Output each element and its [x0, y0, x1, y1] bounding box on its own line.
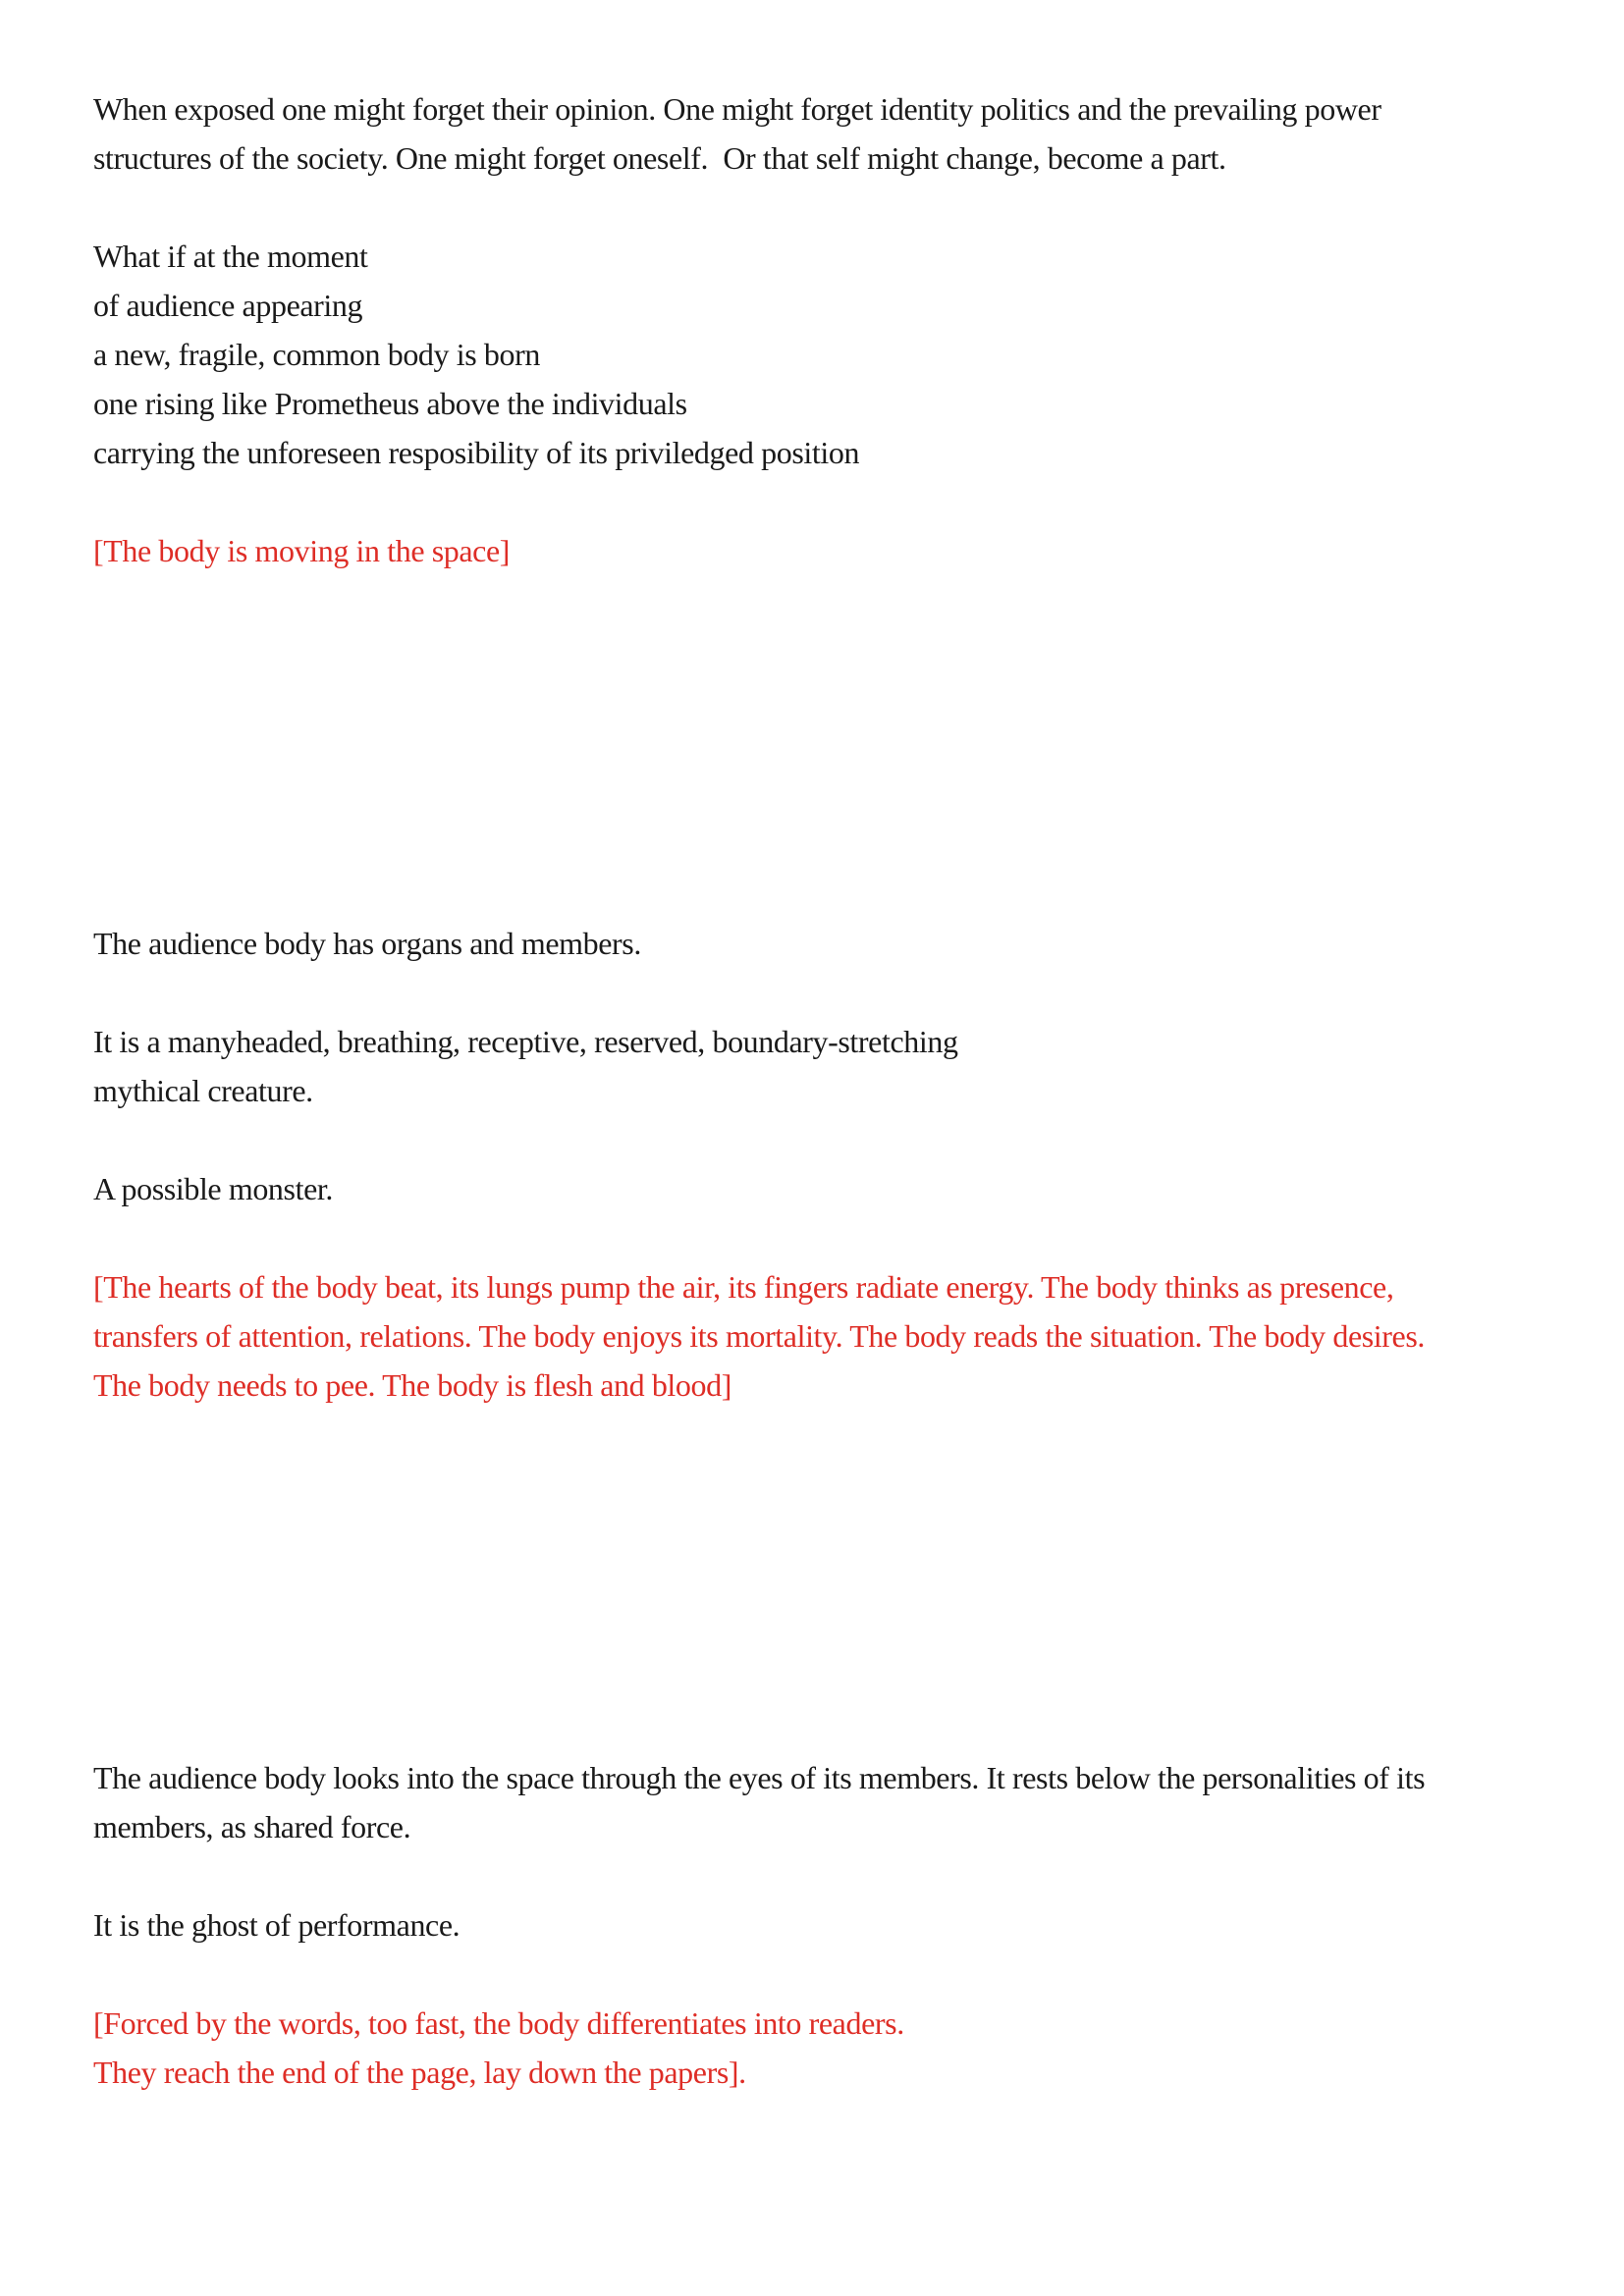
text-line: It is the ghost of performance.	[93, 1907, 460, 1943]
text-line: When exposed one might forget their opinion. One might forget identity politics and the prevailing power	[93, 91, 1381, 127]
text-line: The audience body has organs and members.	[93, 926, 641, 961]
paragraph-audience-looks	[93, 1753, 1425, 1851]
text-line: [Forced by the words, too fast, the body differentiates into readers.	[93, 2005, 904, 2041]
text-line: [The hearts of the body beat, its lungs pump the air, its fingers radiate energy. The body thinks as presence,	[93, 1269, 1394, 1305]
text-line: The body needs to pee. The body is flesh and blood]	[93, 1367, 731, 1403]
paragraph-possible-monster	[93, 1164, 333, 1213]
text-line: one rising like Prometheus above the individuals	[93, 386, 687, 421]
text-line: of audience appearing	[93, 288, 363, 323]
stage-direction-forced-readers	[93, 1999, 904, 2097]
text-line: a new, fragile, common body is born	[93, 337, 540, 372]
text-line: It is a manyheaded, breathing, receptive, reserved, boundary-stretching	[93, 1024, 958, 1059]
text-line: transfers of attention, relations. The body enjoys its mortality. The body reads the situation. The body desires.	[93, 1318, 1426, 1354]
text-line: A possible monster.	[93, 1171, 333, 1206]
paragraph-ghost-of-performance	[93, 1900, 460, 1949]
text-line: carrying the unforeseen resposibility of its priviledged position	[93, 435, 860, 470]
text-line: What if at the moment	[93, 239, 368, 274]
stage-direction-body-moving	[93, 526, 510, 575]
text-line: structures of the society. One might forget oneself. Or that self might change, become a part.	[93, 140, 1226, 176]
text-line: They reach the end of the page, lay down the papers].	[93, 2055, 746, 2090]
paragraph-audience-organs	[93, 919, 641, 968]
text-line: The audience body looks into the space through the eyes of its members. It rests below the personalities of its	[93, 1760, 1426, 1795]
paragraph-manyheaded	[93, 1017, 958, 1115]
text-line: members, as shared force.	[93, 1809, 411, 1844]
text-line: mythical creature.	[93, 1073, 313, 1108]
paragraph-when-exposed	[93, 84, 1381, 183]
stage-direction-body-hearts	[93, 1262, 1425, 1410]
text-line: [The body is moving in the space]	[93, 533, 511, 568]
stanza-what-if	[93, 232, 859, 477]
